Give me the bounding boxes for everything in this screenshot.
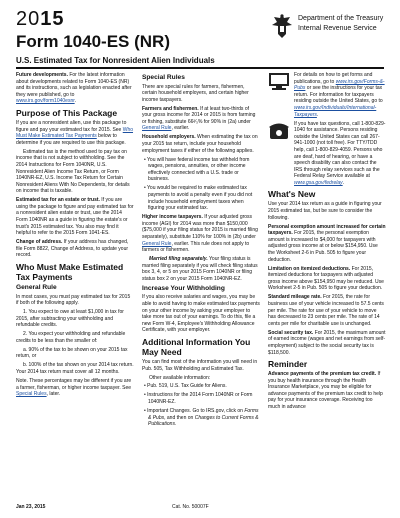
increase-withholding-text: If you also receive salaries and wages, you may be able to avoid having to make estimated tax payments on your other income by asking your employer to take more tax out of your earnings. To do this, file a new Form W-4, Employee's Withholding Allowance Certificate, with your employer. xyxy=(142,294,260,334)
farmers-para: Farmers and fishermen. If at least two-thirds of your gross income for 2014 or 2015 is from farming or fishing, substitute 66²⁄₃% for 90% in (2a) under General Rule, earlier. xyxy=(142,105,256,132)
household-para: Household employers. When estimating the tax on your 2015 tax return, include your household employment taxes if either of the following applies. xyxy=(142,134,258,154)
form1040esnr-link[interactable]: www.irs.gov/form1040esnr xyxy=(16,98,75,105)
who-must-pay-link[interactable]: Who Must Make Estimated Tax Payments xyxy=(16,126,134,140)
header-rule xyxy=(16,67,384,69)
other-bullet-1: • Pub. 519, U.S. Tax Guide for Aliens. xyxy=(144,383,227,390)
additional-info-text: You can find most of the information you will need in Pub. 505, Tax Withholding and Estimated Tax. xyxy=(142,358,258,372)
mileage-para: Standard mileage rate. For 2015, the rate for business use of your vehicle increased to 57.5 cents per mile. The rate for use of your vehicle to move has decreased to 23 cents per mile. The rate of 14 cents per mile for charitable use is unchanged. xyxy=(268,294,384,327)
other-bullet-2: • Instructions for the 2014 Form 1040NR or Form 1040NR-EZ. xyxy=(144,392,253,406)
special-rules-text: There are special rules for farmers, fishermen, certain household employers, and certain higher income taxpayers. xyxy=(142,83,249,103)
agency-department: Department of the Treasury xyxy=(298,15,384,22)
revision-date: Jan 23, 2015 xyxy=(16,504,46,510)
agency-block xyxy=(270,12,386,42)
general-rule-link[interactable]: General Rule xyxy=(142,125,172,132)
rule-2b: b. 100% of the tax shown on your 2014 tax return. Your 2014 tax return must cover all 12 months. xyxy=(16,362,134,376)
catalog-number: Cat. No. 50007F xyxy=(172,504,209,510)
international-taxpayers-link[interactable]: www.irs.gov/Individuals/International-Taxpayers xyxy=(294,104,377,118)
whats-new-heading: What's New xyxy=(268,189,316,200)
purpose-para-2: Estimated tax is the method used to pay tax on income that is not subject to withholding. See the 2014 Instructions for Form 1040NR, U.S. Nonresident Alien Income Tax Return, or Form 1040NR-EZ, U.S. Income Tax Return for Certain Nonresident Aliens With No Dependents, for details on income that is taxable. xyxy=(16,148,130,195)
other-info-text: Other available information: xyxy=(149,374,211,381)
form-title: Form 1040-ES (NR) xyxy=(16,32,170,51)
estate-trust-para: Estimated tax for an estate or trust. If you are using the package to figure and pay estimated tax for a nonresident alien estate or trust, use the 2014 Form 1040NR as a guide in figuring the estate's or trust's 2015 estimated tax. You also may find it helpful to refer to the 2015 Form 1041-ES. xyxy=(16,197,134,237)
who-must-heading: Who Must Make Estimated Tax Payments xyxy=(16,262,124,283)
general-rule-link-2[interactable]: General Rule xyxy=(142,240,172,247)
household-bullet-1: • You will have federal income tax withheld from wages, pensions, annuities, or other income effectively connected with a U.S. trade or business. xyxy=(144,156,250,183)
reminder-para: Advance payments of the premium tax credit. If you buy health insurance through the Health Insurance Marketplace, you may be eligible for advance payments of the premium tax credit to help pay for your insurance coverage. Receiving too much in advance xyxy=(268,371,383,411)
rule-2a: a. 90% of the tax to be shown on your 2015 tax return, or xyxy=(16,346,128,360)
special-rules-heading: Special Rules xyxy=(142,74,185,81)
general-rule-heading: General Rule xyxy=(16,284,57,292)
forms-pubs-link[interactable]: www.irs.gov/Forms-&-Pubs xyxy=(294,78,385,92)
household-bullet-2: • You would be required to make estimated tax payments to avoid a penalty even if you did not include household employment taxes when figuring your estimated tax. xyxy=(144,185,253,212)
column-3 xyxy=(268,72,386,413)
increase-withholding-heading: Increase Your Withholding xyxy=(142,284,225,292)
future-developments: Future developments. For the latest information about developments related to Form 1040-ES (NR) and its instructions, such as legislation enacted after they were published, go to www.irs.gov/form1040esnr. xyxy=(16,72,132,105)
agency-irs: Internal Revenue Service xyxy=(298,25,377,32)
computer-icon xyxy=(268,72,290,92)
exemption-para: Personal exemption amount increased for certain taxpayers. For 2015, the personal exemption amount is increased to $4,000 for taxpayers with adjusted gross income at or below $154,950. Use the Worksheet 2-6 in Pub. 505 to figure your deduction. xyxy=(268,223,386,263)
special-rules-link[interactable]: Special Rules xyxy=(16,391,47,398)
tax-year: 2015 xyxy=(16,8,65,30)
additional-info-heading: Additional Information You May Need xyxy=(142,336,251,357)
forms-pubs-block: For details on how to get forms and publications, go to www.irs.gov/Forms-&-Pubs or see the instructions for your tax return. For information for taxpayers residing outside the United States, go to www.irs.gov/Individuals/International-Taxpayers. xyxy=(268,72,386,118)
higher-income-para: Higher income taxpayers. If your adjusted gross income (AGI) for 2014 was more than $150,000 ($75,000 if your filing status for 2015 is married filing separately), substitute 110% for 100% in (2b) under General Rule, earlier. This rule does not apply to farmers or fishermen. xyxy=(142,214,258,254)
rule-2: 2. You expect your withholding and refundable credits to be less than the smaller of: xyxy=(16,331,126,344)
purpose-heading: Purpose of This Package xyxy=(16,107,118,118)
column-2 xyxy=(142,72,260,430)
whats-new-text: Use your 2014 tax return as a guide in figuring your 2015 estimated tax, but be sure to consider the following. xyxy=(268,201,382,221)
phone-help-block: If you have tax questions, call 1-800-829-1040 for assistance. Persons residing outside the United States can call 267-941-1000 (not toll free). For TTY/TDD help, call 1-800-829-4059. Persons who are deaf, hard of hearing, or have a speech disability can also contact the IRS through relay services such as the Federal Relay Service available at www.gsa.gov/fedrelay. xyxy=(268,121,386,187)
column-1 xyxy=(16,72,134,400)
general-rule-text: In most cases, you must pay estimated tax for 2015 if both of the following apply. xyxy=(16,293,131,307)
treasury-eagle-icon xyxy=(270,12,294,40)
social-security-para: Social security tax. For 2015, the maximum amount of earned income (wages and net earnings from self-employment) subject to the social security tax is $118,500. xyxy=(268,329,386,356)
form-header xyxy=(16,10,384,60)
rule-1: 1. You expect to owe at least $1,000 in tax for 2015, after subtracting your withholding and refundable credits. xyxy=(16,309,124,329)
other-bullet-3: • Important Changes. Go to IRS.gov, click on Forms & Pubs, and then on Changes to Current Forms & Publications. xyxy=(144,408,259,428)
fedrelay-link[interactable]: www.gsa.gov/fedrelay xyxy=(294,179,343,186)
note-para: Note. These percentages may be different if you are a farmer, fisherman, or higher income taxpayer. See Special Rules, later. xyxy=(16,378,132,398)
itemized-para: Limitation on itemized deductions. For 2015, itemized deductions for taxpayers with adjusted gross income above $154,950 may be reduced. Use Worksheet 2-5 in Pub. 505 to figure your deduction. xyxy=(268,265,384,292)
change-address-para: Change of address. If your address has changed, file Form 8822, Change of Address, to update your record. xyxy=(16,239,129,259)
telephone-icon xyxy=(268,121,290,141)
reminder-heading: Reminder xyxy=(268,359,308,370)
married-separately-para: Married filing separately. Your filing status is married filing separately if you will check filing status box 3, 4, or 5 on your 2015 Form 1040NR or filing status box 2 on your 2015 Form 1040NR-EZ. xyxy=(142,256,258,282)
purpose-para-1: If you are a nonresident alien, use this package to figure and pay your estimated tax for 2015. See Who Must Make Estimated Tax Payments below to determine if you are required to use this package. xyxy=(16,119,134,146)
form-subtitle: U.S. Estimated Tax for Nonresident Alien Individuals xyxy=(16,56,215,65)
